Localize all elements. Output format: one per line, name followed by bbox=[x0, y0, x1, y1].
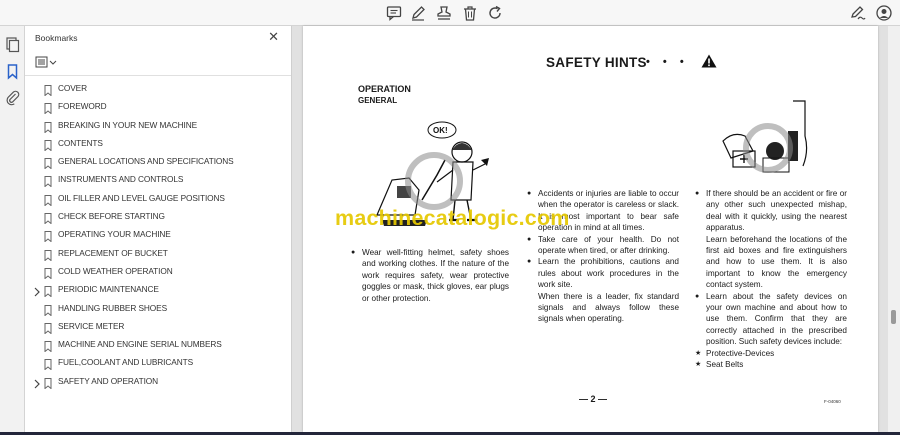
fire-extinguisher-first-aid-illustration bbox=[713, 96, 813, 182]
paragraph-text: Accidents or injuries are liable to occur when the operator is careless or slack. It is most important to bear safe operation in mind at all times. bbox=[538, 189, 679, 233]
paragraph-text: Protective-Devices bbox=[706, 348, 775, 358]
text-column-3 bbox=[695, 188, 847, 371]
bookmark-icon bbox=[44, 303, 52, 314]
bookmark-item[interactable] bbox=[25, 98, 291, 116]
bookmark-item[interactable] bbox=[25, 373, 291, 391]
scrollbar-thumb[interactable] bbox=[891, 310, 896, 324]
bookmark-icon bbox=[44, 229, 52, 240]
warning-triangle-icon bbox=[701, 54, 717, 68]
bookmark-item[interactable] bbox=[25, 300, 291, 318]
bookmark-icon bbox=[44, 376, 52, 387]
bookmark-icon bbox=[44, 339, 52, 350]
bookmarks-icon[interactable] bbox=[4, 63, 21, 80]
page-code: F-04060 bbox=[824, 399, 841, 404]
paragraph-text: Take care of your health. Do not operate when tired, or after drinking. bbox=[538, 234, 679, 256]
comment-icon[interactable] bbox=[385, 4, 403, 22]
top-toolbar bbox=[0, 0, 900, 26]
bookmark-label: FOREWORD bbox=[58, 101, 107, 112]
close-icon[interactable]: ✕ bbox=[268, 29, 279, 44]
bookmark-item[interactable] bbox=[25, 153, 291, 171]
sign-icon[interactable] bbox=[849, 4, 867, 22]
ok-speech-bubble: OK! bbox=[433, 126, 448, 135]
user-icon[interactable] bbox=[875, 4, 893, 22]
bullet-icon: ● bbox=[695, 190, 700, 197]
document-viewport bbox=[292, 26, 900, 432]
bullet-icon: ● bbox=[527, 258, 532, 266]
bookmark-item[interactable] bbox=[25, 336, 291, 354]
bookmark-icon bbox=[44, 83, 52, 94]
bookmark-icon bbox=[44, 156, 52, 167]
bookmark-icon bbox=[44, 284, 52, 295]
bookmark-icon bbox=[44, 357, 52, 368]
paragraph: Learn beforehand the locations of the first aid boxes and fire extinguishers and how to use them. It is also important to know the emergency contact system. bbox=[706, 234, 847, 290]
chevron-right-icon[interactable] bbox=[33, 284, 41, 294]
bookmark-item[interactable] bbox=[25, 263, 291, 281]
bookmark-label: INSTRUMENTS AND CONTROLS bbox=[58, 174, 184, 185]
bookmark-icon bbox=[44, 193, 52, 204]
text-column-1 bbox=[351, 247, 509, 304]
bookmark-item[interactable] bbox=[25, 354, 291, 372]
chevron-right-icon[interactable] bbox=[33, 376, 41, 386]
bookmark-item[interactable] bbox=[25, 80, 291, 98]
bookmark-item[interactable] bbox=[25, 281, 291, 299]
bookmark-label: SERVICE METER bbox=[58, 320, 125, 331]
bookmark-label: REPLACEMENT OF BUCKET bbox=[58, 247, 168, 258]
bookmark-label: SAFETY AND OPERATION bbox=[58, 375, 159, 386]
vertical-scrollbar[interactable] bbox=[888, 26, 900, 432]
bookmark-item[interactable] bbox=[25, 208, 291, 226]
bookmark-label: CONTENTS bbox=[58, 137, 103, 148]
bookmark-label: COVER bbox=[58, 83, 88, 93]
bookmark-icon bbox=[44, 266, 52, 277]
paragraph bbox=[527, 234, 679, 257]
bookmark-icon bbox=[44, 101, 52, 112]
paragraph bbox=[695, 188, 847, 234]
bookmark-label: CHECK BEFORE STARTING bbox=[58, 211, 165, 222]
page-title: SAFETY HINTS bbox=[546, 55, 647, 70]
pdf-page bbox=[303, 26, 878, 432]
paragraph bbox=[695, 291, 847, 348]
bookmark-label: OIL FILLER AND LEVEL GAUGE POSITIONS bbox=[58, 192, 225, 203]
paragraph bbox=[695, 359, 847, 370]
panel-divider bbox=[25, 75, 291, 76]
paragraph: When there is a leader, fix standard signals and always follow these signals when operating. bbox=[538, 291, 679, 324]
bookmark-icon bbox=[44, 120, 52, 131]
bookmark-label: MACHINE AND ENGINE SERIAL NUMBERS bbox=[58, 339, 222, 350]
watermark-text: machinecatalogic.com bbox=[335, 206, 570, 230]
highlight-pen-icon[interactable] bbox=[409, 4, 427, 22]
bookmark-item[interactable] bbox=[25, 245, 291, 263]
paragraph-text: Wear well-fitting helmet, safety shoes and working clothes. If the nature of the work requires safety, wear protective goggles or mask, thick gloves, ear plugs or other protection. bbox=[362, 248, 509, 303]
bookmark-label: GENERAL LOCATIONS AND SPECIFICATIONS bbox=[58, 156, 234, 167]
rotate-icon[interactable] bbox=[486, 4, 504, 22]
bookmark-label: FUEL,COOLANT AND LUBRICANTS bbox=[58, 357, 193, 368]
attachments-icon[interactable] bbox=[4, 89, 21, 106]
star-bullet-icon: ★ bbox=[695, 349, 702, 357]
subsection-heading: GENERAL bbox=[358, 96, 398, 105]
paragraph-text: Seat Belts bbox=[706, 360, 744, 370]
bookmark-item[interactable] bbox=[25, 190, 291, 208]
paragraph bbox=[527, 256, 679, 290]
star-bullet-icon: ★ bbox=[695, 361, 702, 369]
section-heading: OPERATION bbox=[358, 84, 411, 94]
paragraph-text: If there should be an accident or fire or any other such unexpected mishap, deal with it quickly, using the nearest apparatus. bbox=[706, 189, 847, 233]
bookmark-options-icon[interactable] bbox=[35, 55, 57, 69]
stamp-icon[interactable] bbox=[435, 4, 453, 22]
bookmark-label: PERIODIC MAINTENANCE bbox=[58, 284, 159, 295]
page-number: — 2 — bbox=[579, 394, 608, 404]
bookmark-item[interactable] bbox=[25, 171, 291, 189]
bullet-icon: ● bbox=[527, 235, 532, 243]
bookmark-item[interactable] bbox=[25, 117, 291, 135]
bookmark-label: HANDLING RUBBER SHOES bbox=[58, 302, 168, 313]
bookmark-icon bbox=[44, 211, 52, 222]
paragraph-text: Learn about the safety devices on your own machine and about how to use them. Confirm that they are correctly attached in the prescribed position. Such safety devices include: bbox=[706, 291, 847, 347]
bookmark-icon bbox=[44, 248, 52, 259]
bookmark-item[interactable] bbox=[25, 135, 291, 153]
panel-title: Bookmarks bbox=[35, 33, 78, 43]
bookmark-label: COLD WEATHER OPERATION bbox=[58, 265, 173, 276]
paragraph bbox=[351, 247, 509, 304]
paragraph bbox=[695, 348, 847, 359]
bookmark-label: OPERATING YOUR MACHINE bbox=[58, 229, 171, 240]
bullet-icon: ● bbox=[695, 292, 700, 300]
side-nav-rail bbox=[0, 26, 25, 435]
bookmark-item[interactable] bbox=[25, 226, 291, 244]
bookmark-label: BREAKING IN YOUR NEW MACHINE bbox=[58, 119, 198, 130]
bullet-icon: ● bbox=[527, 190, 532, 197]
paragraph-text: Learn the prohibitions, cautions and rules about work procedures in the work site. bbox=[538, 257, 679, 290]
bookmarks-panel bbox=[25, 26, 292, 435]
bullet-icon: ● bbox=[351, 249, 356, 256]
bookmark-icon bbox=[44, 174, 52, 185]
trash-icon[interactable] bbox=[461, 4, 479, 22]
bookmark-icon bbox=[44, 138, 52, 149]
bookmark-list bbox=[25, 80, 291, 391]
page-thumbnails-icon[interactable] bbox=[4, 36, 21, 53]
bookmark-item[interactable] bbox=[25, 318, 291, 336]
bookmark-icon bbox=[44, 321, 52, 332]
title-dots: • • • bbox=[646, 56, 689, 68]
